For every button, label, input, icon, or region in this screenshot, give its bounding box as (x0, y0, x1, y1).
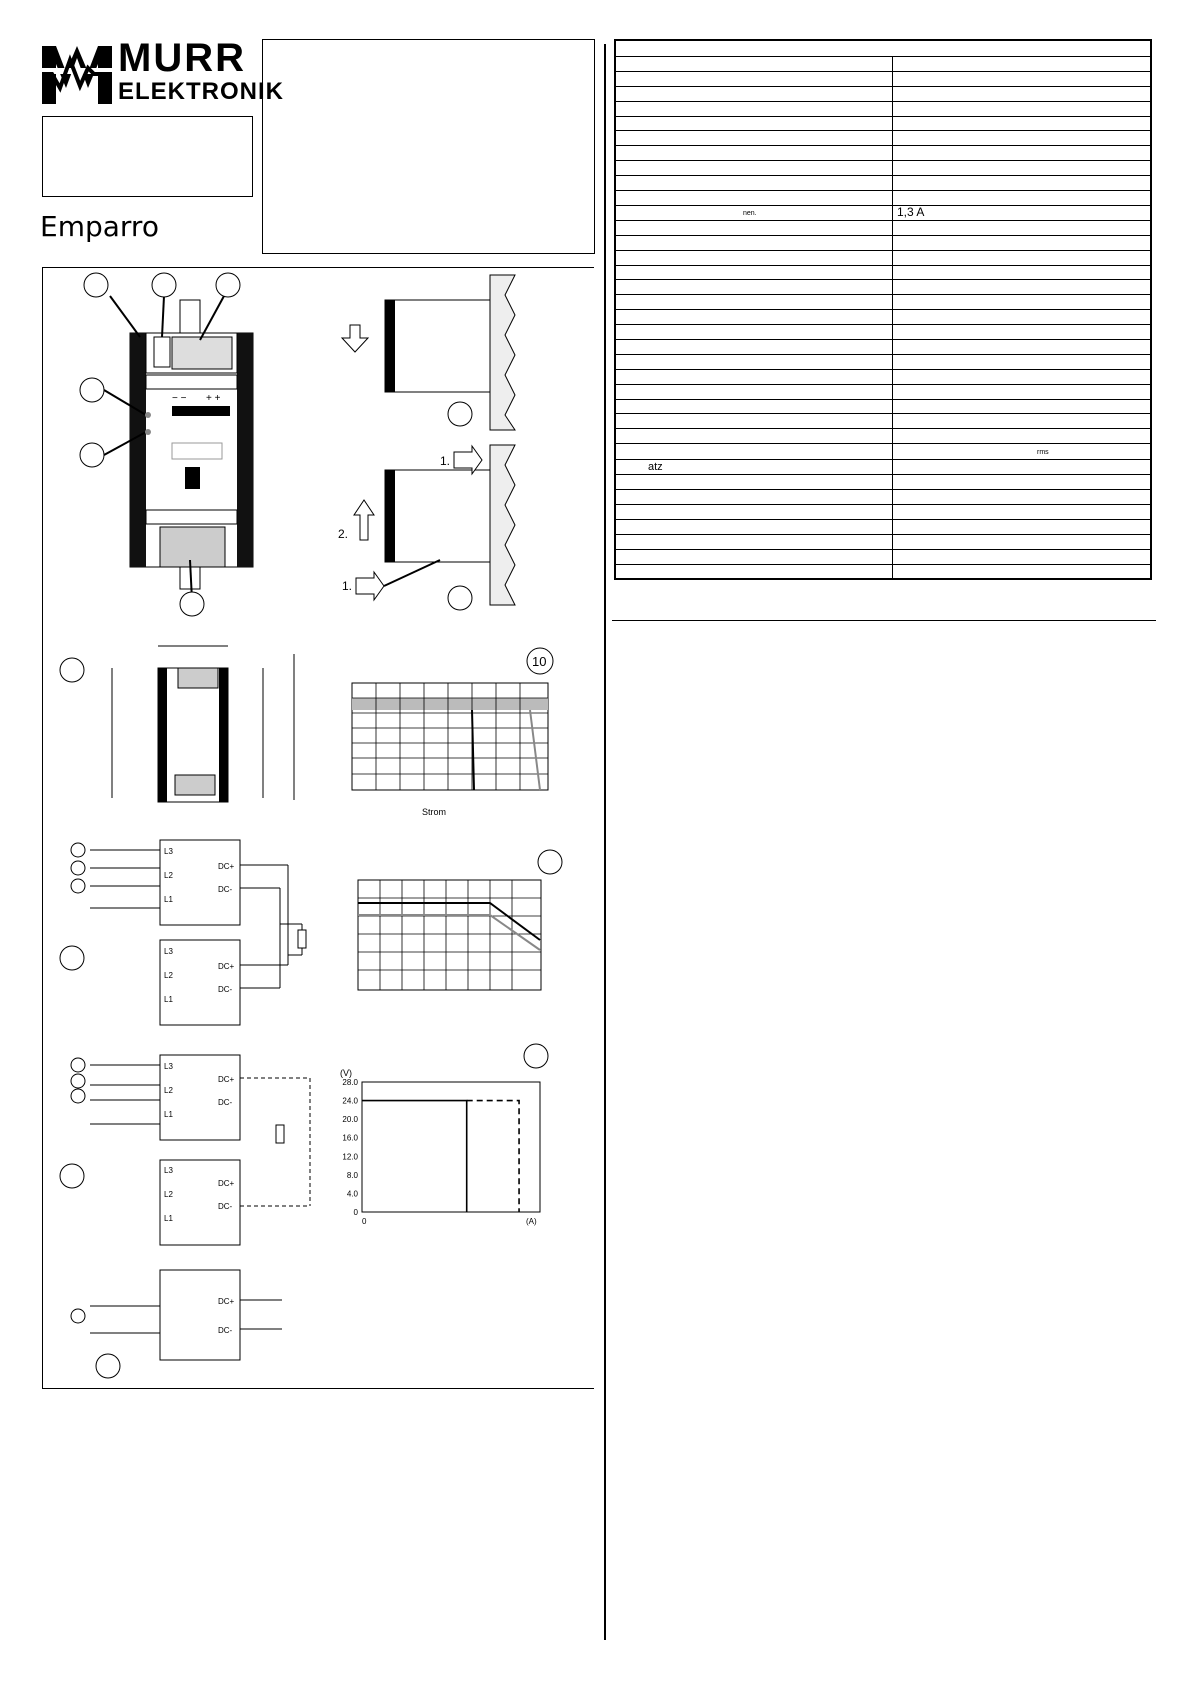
spec-value (893, 280, 1152, 295)
vi-ytick-label: 20.0 (342, 1115, 358, 1125)
figures-canvas (0, 0, 600, 1390)
spec-value (893, 235, 1152, 250)
spec-row (615, 325, 1151, 340)
dimension-drawing (112, 646, 294, 802)
spec-label (615, 235, 893, 250)
spec-label: nen. (615, 205, 893, 220)
spec-row (615, 444, 1151, 460)
vi-xtick-label: 0 (362, 1217, 367, 1226)
spec-row (615, 205, 1151, 220)
spec-row (615, 399, 1151, 414)
spec-value (893, 57, 1152, 72)
vi-ytick-label: 8.0 (346, 1170, 358, 1180)
vi-xlabel: (A) (526, 1217, 537, 1226)
spec-row (615, 490, 1151, 505)
spec-row (615, 369, 1151, 384)
spec-value (893, 564, 1152, 579)
mounting-diagram-2 (338, 445, 515, 605)
svg-text:DC-: DC- (218, 1098, 233, 1107)
spec-row (615, 191, 1151, 206)
spec-value (893, 71, 1152, 86)
spec-label (615, 161, 893, 176)
svg-text:DC-: DC- (218, 1202, 233, 1211)
spec-label (615, 280, 893, 295)
svg-text:DC-: DC- (218, 1326, 233, 1335)
spec-row (615, 280, 1151, 295)
spec-label (615, 101, 893, 116)
spec-row (615, 564, 1151, 579)
svg-text:DC+: DC+ (218, 862, 235, 871)
spec-label (615, 250, 893, 265)
vi-characteristic-chart (340, 1068, 540, 1226)
spec-row (615, 161, 1151, 176)
spec-value (893, 116, 1152, 131)
vi-ytick-label: 0 (353, 1208, 358, 1217)
spec-label (615, 146, 893, 161)
spec-label (615, 475, 893, 490)
spec-label (615, 504, 893, 519)
wiring-diagram-3 (71, 1270, 282, 1360)
spec-value (893, 220, 1152, 235)
logo-line2: ELEKTRONIK (118, 78, 284, 105)
technical-data-table (614, 39, 1152, 580)
svg-text:DC-: DC- (218, 885, 233, 894)
product-name: Emparro (40, 210, 159, 243)
spec-value (893, 265, 1152, 280)
svg-text:DC-: DC- (218, 985, 233, 994)
wiring-diagram-2 (71, 1055, 310, 1245)
spec-label (615, 131, 893, 146)
spec-value (893, 504, 1152, 519)
spec-value (893, 460, 1152, 475)
spec-label (615, 220, 893, 235)
device-front-view (104, 296, 253, 600)
spec-label (615, 176, 893, 191)
table-header-row (615, 40, 1151, 57)
column-divider (604, 44, 606, 1640)
svg-text:L2: L2 (164, 871, 173, 880)
logo-line1: MURR (118, 36, 246, 80)
spec-label (615, 310, 893, 325)
svg-text:DC+: DC+ (218, 1075, 235, 1084)
spec-label (615, 265, 893, 280)
derating-chart-1 (352, 648, 553, 817)
spec-label (615, 444, 893, 460)
spec-value (893, 310, 1152, 325)
spec-row (615, 295, 1151, 310)
mount-step-1b: 1. (342, 579, 353, 593)
svg-text:L1: L1 (164, 1110, 173, 1119)
svg-text:DC+: DC+ (218, 1297, 235, 1306)
spec-row (615, 116, 1151, 131)
svg-text:L2: L2 (164, 971, 173, 980)
svg-text:L3: L3 (164, 1062, 173, 1071)
svg-text:L1: L1 (164, 895, 173, 904)
spec-value (893, 384, 1152, 399)
spec-row (615, 519, 1151, 534)
spec-row (615, 57, 1151, 72)
svg-text:L1: L1 (164, 995, 173, 1004)
mount-step-1: 1. (440, 454, 451, 468)
spec-row (615, 86, 1151, 101)
spec-row (615, 250, 1151, 265)
spec-label: atz (615, 460, 893, 475)
spec-value (893, 369, 1152, 384)
spec-row (615, 534, 1151, 549)
spec-value (893, 399, 1152, 414)
svg-text:DC+: DC+ (218, 962, 235, 971)
spec-row (615, 71, 1151, 86)
spec-row (615, 504, 1151, 519)
wiring-diagram-1 (71, 840, 306, 1025)
spec-label (615, 384, 893, 399)
spec-row (615, 220, 1151, 235)
spec-value (893, 161, 1152, 176)
vi-ytick-label: 24.0 (342, 1096, 358, 1106)
spec-label (615, 490, 893, 505)
spec-value (893, 429, 1152, 444)
svg-text:L1: L1 (164, 1214, 173, 1223)
spec-value (893, 191, 1152, 206)
spec-row (615, 429, 1151, 444)
spec-row (615, 310, 1151, 325)
spec-label (615, 295, 893, 310)
spec-row (615, 414, 1151, 429)
spec-value (893, 414, 1152, 429)
spec-value (893, 354, 1152, 369)
right-column-rule (612, 620, 1156, 621)
vi-ylabel: (V) (340, 1068, 352, 1078)
spec-value (893, 295, 1152, 310)
spec-label (615, 116, 893, 131)
spec-label (615, 564, 893, 579)
wiring-2-labels (164, 1062, 235, 1223)
spec-label (615, 191, 893, 206)
spec-label (615, 354, 893, 369)
spec-row (615, 384, 1151, 399)
spec-row (615, 235, 1151, 250)
spec-value: 1,3 A (893, 205, 1152, 220)
svg-text:L2: L2 (164, 1086, 173, 1095)
svg-text:L3: L3 (164, 847, 173, 856)
spec-row (615, 265, 1151, 280)
spec-label (615, 325, 893, 340)
derating-callout: 10 (532, 654, 547, 669)
spec-row (615, 176, 1151, 191)
spec-value (893, 549, 1152, 564)
derating-xlabel: Strom (422, 807, 447, 817)
spec-label (615, 369, 893, 384)
spec-value (893, 176, 1152, 191)
spec-label (615, 519, 893, 534)
device-plus-labels: + + (206, 393, 221, 404)
vi-ytick-label: 28.0 (342, 1078, 358, 1087)
derating-chart-2 (358, 880, 541, 990)
spec-label (615, 340, 893, 355)
svg-text:L2: L2 (164, 1190, 173, 1199)
mount-step-2: 2. (338, 527, 349, 541)
spec-value (893, 490, 1152, 505)
spec-value (893, 146, 1152, 161)
spec-row (615, 101, 1151, 116)
svg-text:L3: L3 (164, 1166, 173, 1175)
wiring-3-labels (218, 1297, 235, 1335)
spec-value (893, 86, 1152, 101)
svg-text:DC+: DC+ (218, 1179, 235, 1188)
spec-row (615, 475, 1151, 490)
spec-label (615, 534, 893, 549)
spec-label (615, 86, 893, 101)
spec-value (893, 325, 1152, 340)
device-minus-labels: − − (172, 393, 187, 404)
spec-value: rms (893, 444, 1152, 460)
vi-ytick-label: 16.0 (342, 1133, 358, 1143)
vi-plot-area (362, 1082, 540, 1212)
spec-value (893, 101, 1152, 116)
spec-label (615, 414, 893, 429)
vi-ytick-label: 4.0 (346, 1189, 358, 1199)
svg-text:L3: L3 (164, 947, 173, 956)
spec-row (615, 354, 1151, 369)
spec-value (893, 340, 1152, 355)
spec-value (893, 131, 1152, 146)
spec-label (615, 71, 893, 86)
spec-row (615, 146, 1151, 161)
spec-row (615, 131, 1151, 146)
spec-row (615, 549, 1151, 564)
mounting-diagram-1 (342, 275, 515, 430)
spec-value (893, 534, 1152, 549)
spec-label (615, 549, 893, 564)
spec-value (893, 519, 1152, 534)
spec-label (615, 57, 893, 72)
spec-value (893, 475, 1152, 490)
spec-row (615, 340, 1151, 355)
spec-label (615, 429, 893, 444)
spec-row (615, 460, 1151, 475)
spec-value (893, 250, 1152, 265)
vi-ytick-label: 12.0 (342, 1152, 358, 1162)
spec-label (615, 399, 893, 414)
